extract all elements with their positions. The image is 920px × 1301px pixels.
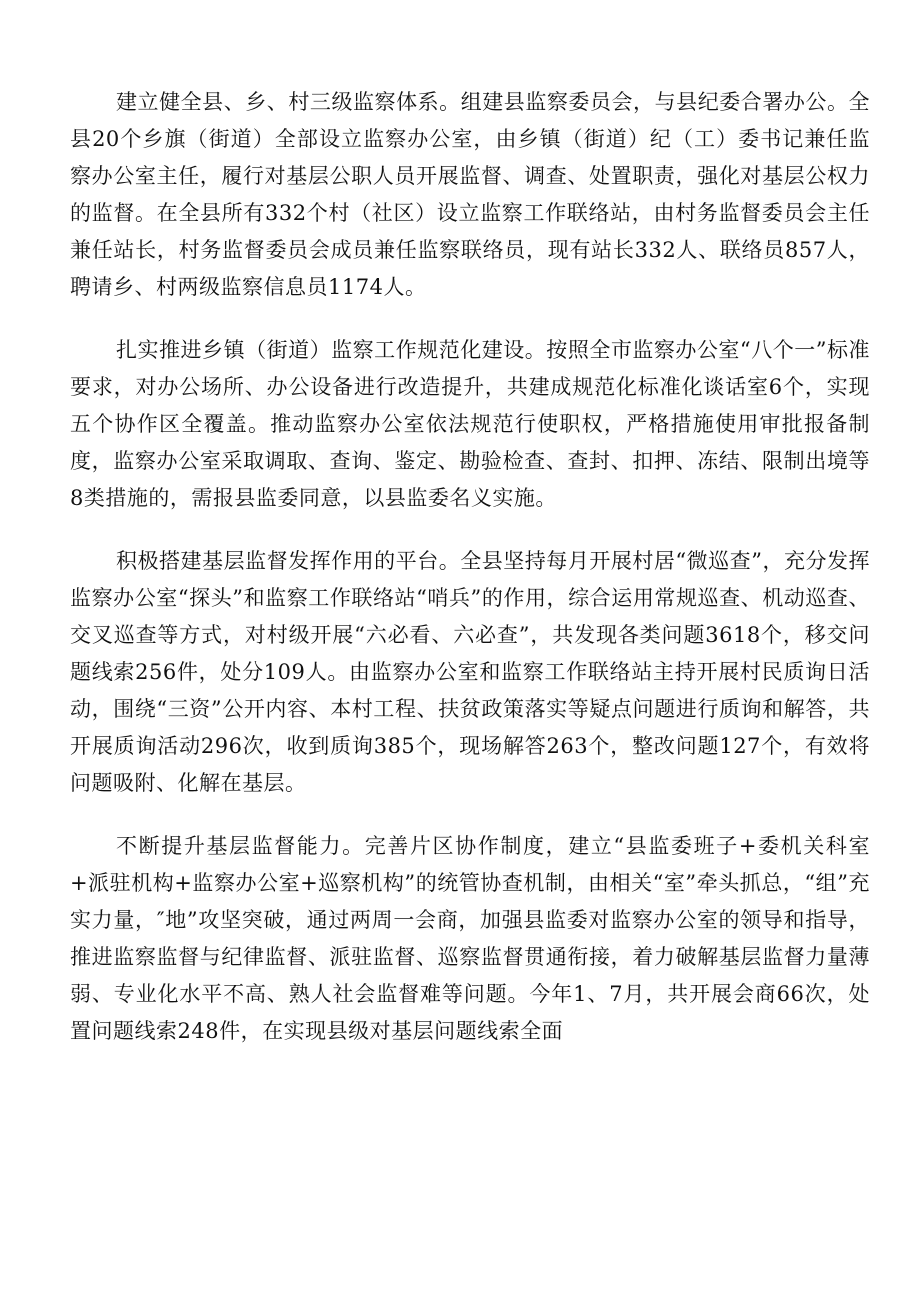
paragraph-supervision-platform: 积极搭建基层监督发挥作用的平台。全县坚持每月开展村居“微巡查”，充分发挥监察办公室“探头”和监察工作联络站“哨兵”的作用，综合运用常规巡查、机动巡查、交叉巡查等方式，对村级开展“六必看、六必查”，共发现各类问题3618个，移交问题线索256件，处分109人。由监察办公室和监察工作联络站主持开展村民质询日活动，围绕“三资”公开内容、本村工程、扶贫政策落实等疑点问题进行质询和解答，共开展质询活动296次，收到质询385个，现场解答263个，整改问题127个，有效将问题吸附、化解在基层。 xyxy=(70,549,870,795)
document-page xyxy=(70,84,870,1076)
paragraph-supervision-system: 建立健全县、乡、村三级监察体系。组建县监察委员会，与县纪委合署办公。全县20个乡旗（街道）全部设立监察办公室，由乡镇（街道）纪（工）委书记兼任监察办公室主任，履行对基层公职人员开展监督、调查、处置职责，强化对基层公权力的监督。在全县所有332个村（社区）设立监察工作联络站，由村务监督委员会主任兼任站长，村务监督委员会成员兼任监察联络员，现有站长332人、联络员857人，聘请乡、村两级监察信息员1174人。 xyxy=(70,90,870,299)
paragraph-standardization: 扎实推进乡镇（街道）监察工作规范化建设。按照全市监察办公室“八个一”标准要求，对办公场所、办公设备进行改造提升，共建成规范化标准化谈话室6个，实现五个协作区全覆盖。推动监察办公室依法规范行使职权，严格措施使用审批报备制度，监察办公室采取调取、查询、鉴定、勘验检查、查封、扣押、冻结、限制出境等8类措施的，需报县监委同意，以县监委名义实施。 xyxy=(70,338,870,510)
paragraph-capability-improvement: 不断提升基层监督能力。完善片区协作制度，建立“县监委班子+委机关科室+派驻机构+监察办公室+巡察机构”的统管协查机制，由相关“室”牵头抓总，“组”充实力量，″地”攻坚突破，通过两周一会商，加强县监委对监察办公室的领导和指导，推进监察监督与纪律监督、派驻监督、巡察监督贯通衔接，着力破解基层监督力量薄弱、专业化水平不高、熟人社会监督难等问题。今年1、7月，共开展会商66次，处置问题线索248件，在实现县级对基层问题线索全面 xyxy=(70,834,870,1043)
